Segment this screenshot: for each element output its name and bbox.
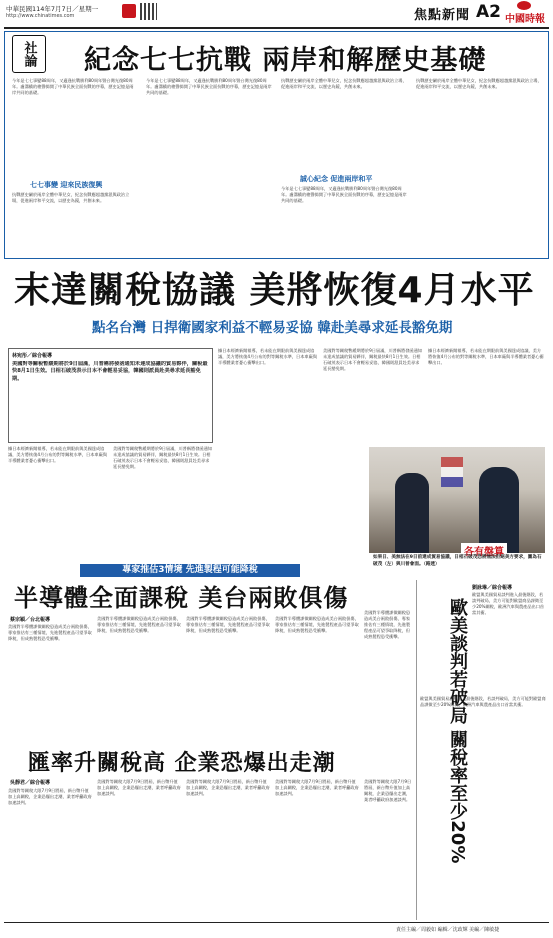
- editorial-subhead-1: 七七事變 迎來民族復興: [30, 181, 103, 189]
- editorial-body-col1b: 抗戰歷史屬於兩岸全體中華兒女，紀念抗戰應超越黨派與政治立場，促進兩岸和平交流，以歷史為鏡，共創未來。: [12, 192, 130, 204]
- photo-caption: 如果日、美無法在9日前達成貿易協議，日相石破茂恐將無法拒絕美方要求，圖為石破茂（左）與川普會面。（路透）: [373, 555, 542, 567]
- editorial-headline: 紀念七七抗戰 兩岸和解歷史基礎: [84, 45, 487, 76]
- lead-summary: 美國對等關稅暫緩期將於9日屆滿，川普稱將發函通知未達成協議的貿易夥伴，關稅最快8月1日生效。日相石破茂表示日本不會輕易妥協，韓國則派員赴美尋求延長豁免期。: [12, 361, 208, 382]
- lead-body-col4: 美國對等關稅暫緩期將於9日屆滿，川普稱將發函通知未達成協議的貿易夥伴，關稅最快8月1日生效。日相石破茂表示日本不會輕易妥協，韓國則派員赴美尋求延長豁免期。: [323, 348, 422, 372]
- fx-body-col4: 美國對等關稅大限7月9日將屆，新台幣升值加上高關稅，企業恐爆出走潮，業者呼籲政府加速談判。: [275, 779, 359, 797]
- editorial-body-col3b: 今年是七七事變88周年，又適逢抗戰勝利80周年暨台灣光復80周年。盧溝橋的槍聲揭開了中華民族全面抗戰的序幕，歷史記憶是兩岸共同的基礎。: [281, 186, 407, 204]
- semi-headline: 半導體全面課稅 美台兩敗俱傷: [14, 584, 349, 612]
- lead-body-col3: 據日本經濟新聞報導，若未能在期限前與美國達成協議，美方將恢復4月公布的對等關稅水準，日本車廠與半導體業者憂心衝擊出口。: [218, 348, 317, 366]
- person-right: [479, 467, 519, 553]
- sidebar-body-top: 歐盟與美國貿易談判進入最後階段，若談判破局，美方可能對歐盟商品課徵至少20%關稅，歐洲汽車與農產品出口首當其衝。: [472, 592, 545, 616]
- semi-body-col3: 美國對半導體課徵關稅恐造成美台兩敗俱傷，專家推估有三種情境，先進製程產品可望爭取降稅，但成熟製程恐受衝擊。: [186, 616, 270, 634]
- editorial-body-col3: 抗戰歷史屬於兩岸全體中華兒女，紀念抗戰應超越黨派與政治立場，促進兩岸和平交流，以歷史為鏡，共創未來。: [281, 78, 407, 90]
- photo-tag: 各有盤算: [461, 543, 507, 558]
- masthead-rule: [4, 27, 549, 29]
- fx-body-col1: 美國對等關稅大限7月9日將屆，新台幣升值加上高關稅，企業恐爆出走潮，業者呼籲政府加速談判。: [8, 788, 92, 806]
- section-name: 焦點新聞: [414, 8, 471, 23]
- date-line: 中華民國114年7月7日／星期一: [6, 5, 99, 13]
- lead-body-col2: 美國對等關稅暫緩期將於9日屆滿，川普稱將發函通知未達成協議的貿易夥伴，關稅最快8月1日生效。日相石破茂表示日本不會輕易妥協，韓國則派員赴美尋求延長豁免期。: [113, 446, 212, 470]
- site-url[interactable]: http://www.chinatimes.com: [6, 13, 75, 19]
- flag-icon: [441, 457, 463, 487]
- sidebar-reporter: 劉詠琳／綜合報導: [472, 585, 513, 591]
- semi-kicker: 專家推估3情境 先進製程可能降稅: [80, 564, 300, 577]
- lead-subhead: 點名台灣 日捍衛國家利益不輕易妥協 韓赴美尋求延長豁免期: [92, 320, 453, 336]
- semi-body-col5: 美國對半導體課徵關稅恐造成美台兩敗俱傷，專家推估有三種情境，先進製程產品可望爭取降稅，但成熟製程恐受衝擊。: [364, 610, 411, 640]
- fx-reporter: 吳靜君／綜合報導: [10, 780, 51, 786]
- lead-summary-box: [8, 348, 213, 443]
- editorial-body-col1: 今年是七七事變88周年，又適逢抗戰勝利80周年暨台灣光復80周年。盧溝橋的槍聲揭開了中華民族全面抗戰的序幕，歷史記憶是兩岸共同的基礎。: [12, 78, 134, 96]
- fx-body-col3: 美國對等關稅大限7月9日將屆，新台幣升值加上高關稅，企業恐爆出走潮，業者呼籲政府加速談判。: [186, 779, 270, 797]
- editorial-column-tag: 社論: [12, 35, 46, 73]
- sidebar-body-bottom: 歐盟與美國貿易談判進入最後階段，若談判破局，美方可能對歐盟商品課徵至少20%關稅，歐洲汽車與農產品出口首當其衝。: [420, 696, 546, 708]
- sidebar-divider: [416, 580, 417, 920]
- lead-headline: 末達關稅協議 美將恢復4月水平: [14, 270, 535, 311]
- sidebar-headline: 歐美談判若破局 關稅率至少20%: [447, 598, 468, 864]
- lead-photo[interactable]: [369, 447, 545, 553]
- semi-body-col4: 美國對半導體課徵關稅恐造成美台兩敗俱傷，專家推估有三種情境，先進製程產品可望爭取降稅，但成熟製程恐受衝擊。: [275, 616, 359, 634]
- semi-reporter: 蔡宗穎／台北報導: [10, 617, 51, 623]
- editorial-body-col4: 抗戰歷史屬於兩岸全體中華兒女，紀念抗戰應超越黨派與政治立場，促進兩岸和平交流，以歷史為鏡，共創未來。: [416, 78, 542, 90]
- lead-body-col1: 據日本經濟新聞報導，若未能在期限前與美國達成協議，美方將恢復4月公布的對等關稅水準，日本車廠與半導體業者憂心衝擊出口。: [8, 446, 107, 464]
- footer-rule: [4, 922, 549, 923]
- editorial-body-col2: 今年是七七事變88周年，又適逢抗戰勝利80周年暨台灣光復80周年。盧溝橋的槍聲揭開了中華民族全面抗戰的序幕，歷史記憶是兩岸共同的基礎。: [146, 78, 272, 96]
- lead-body-col5: 據日本經濟新聞報導，若未能在期限前與美國達成協議，美方將恢復4月公布的對等關稅水準，日本車廠與半導體業者憂心衝擊出口。: [428, 348, 544, 366]
- brand-mini-logo: [122, 4, 136, 18]
- semi-body-col1: 美國對半導體課徵關稅恐造成美台兩敗俱傷，專家推估有三種情境，先進製程產品可望爭取降稅，但成熟製程恐受衝擊。: [8, 624, 92, 642]
- page-number: A2: [476, 2, 501, 22]
- lead-reporter: 林宛彤／綜合報導: [12, 353, 53, 359]
- brand-name: 中國時報: [505, 14, 545, 25]
- brand-logo: [505, 1, 547, 25]
- fx-body-col5: 美國對等關稅大限7月9日將屆，新台幣升值加上高關稅，企業恐爆出走潮，業者呼籲政府加速談判。: [364, 779, 412, 803]
- editorial-subhead-2: 誠心紀念 促進兩岸和平: [300, 175, 373, 183]
- semi-body-col2: 美國對半導體課徵關稅恐造成美台兩敗俱傷，專家推估有三種情境，先進製程產品可望爭取降稅，但成熟製程恐受衝擊。: [97, 616, 181, 634]
- fx-headline: 匯率升關稅高 企業恐爆出走潮: [28, 751, 336, 776]
- fx-body-col2: 美國對等關稅大限7月9日將屆，新台幣升值加上高關稅，企業恐爆出走潮，業者呼籲政府加速談判。: [97, 779, 181, 797]
- qr-code-icon[interactable]: [140, 3, 157, 20]
- footer-credits: 責任主編／周毅如 編輯／沈政輝 美編／陳敏捷: [396, 927, 500, 933]
- brand-emblem-icon: [517, 1, 531, 10]
- person-left: [395, 473, 429, 553]
